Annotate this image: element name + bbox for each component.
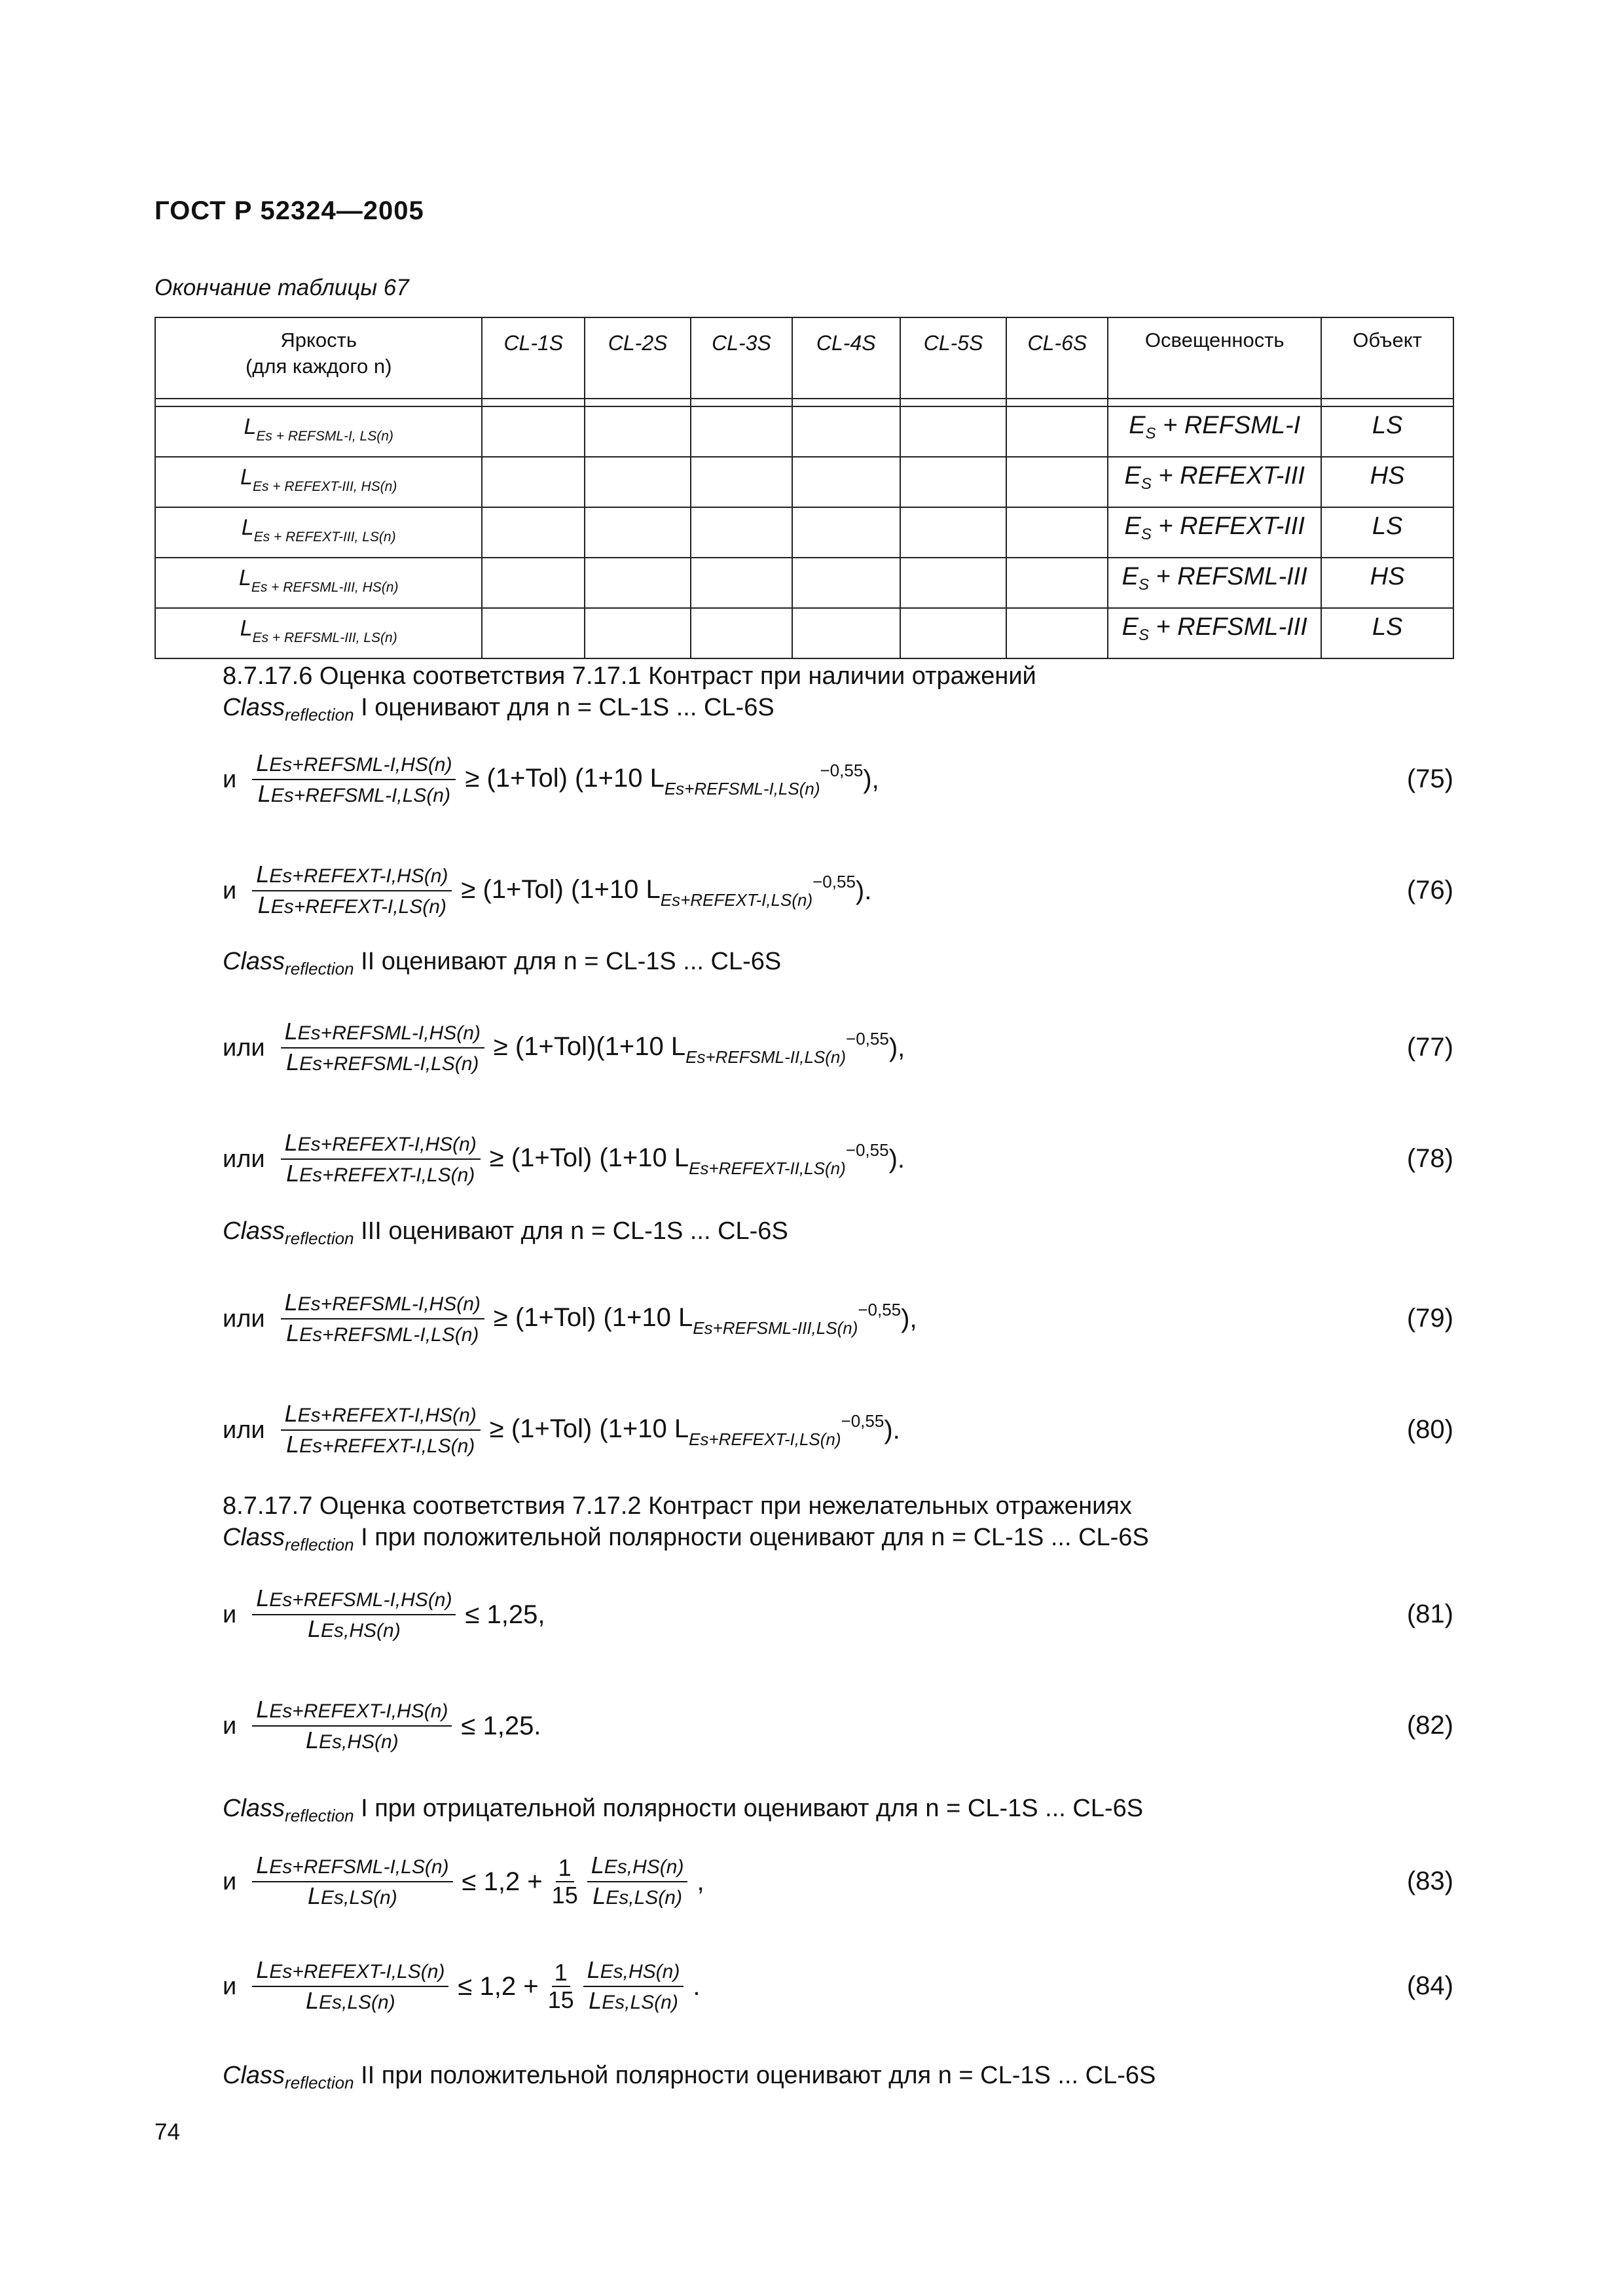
equation-number: (83) [1406, 1867, 1453, 1895]
equation-fraction: $\frac{\text{LEs+REFSML-I,HS(n)}}{\text{LEs+REFSML-I,LS(n)}}$ [281, 1290, 484, 1348]
equation [223, 1012, 1453, 1084]
luminance-table [155, 317, 1454, 659]
equation-prefix: или [223, 1033, 265, 1062]
equation-rhs: ≥ (1+Tol) (1+10 $L_{Es+REFEXT-II,LS(n)}^{-0,55}$ [489, 1139, 889, 1178]
luminance-cell: $L_{Es + REFEXT-III, LS(n)}$ [155, 507, 482, 558]
equation [223, 1846, 1453, 1918]
equation-fraction: $\frac{\text{LEs+REFEXT-I,HS(n)}}{\text{LEs+REFEXT-I,LS(n)}}$ [281, 1401, 481, 1459]
section-heading-8-7-17-7: 8.7.17.7 Оценка соответствия 7.17.2 Контраст при нежелательных отражениях [223, 1492, 1132, 1520]
coefficient-fraction: $\frac{1}{15}$ [547, 1959, 574, 2013]
equation [223, 1394, 1453, 1466]
illuminance-cell: $E_S$ + REFSML-III [1108, 558, 1321, 608]
col-header-cl4s: CL-4S [792, 317, 900, 399]
col-header-object: Объект [1321, 317, 1453, 399]
value-cell [900, 457, 1007, 507]
section-heading-8-7-17-6: 8.7.17.6 Оценка соответствия 7.17.1 Контраст при наличии отражений [223, 662, 1036, 690]
illuminance-cell: $E_S$ + REFEXT-III [1108, 457, 1321, 507]
value-cell [482, 406, 585, 457]
equation-rhs: ≥ (1+Tol)(1+10 $L_{Es+REFSML-II,LS(n)}^{-0,55}$ [493, 1028, 889, 1067]
equation-fraction: $\frac{\text{LEs,HS(n)}}{\text{LEs,LS(n)}}$ [587, 1853, 688, 1910]
col-header-cl5s: CL-5S [900, 317, 1007, 399]
object-cell: LS [1321, 507, 1453, 558]
equation-fraction: $\frac{\text{LEs+REFEXT-I,LS(n)}}{\text{LEs,LS(n)}}$ [252, 1958, 448, 2015]
equation [223, 744, 1453, 816]
equation-fraction: $\frac{\text{LEs+REFSML-I,HS(n)}}{\text{LEs+REFSML-I,LS(n)}}$ [252, 751, 456, 808]
equation-number: (81) [1406, 1600, 1453, 1628]
page-number: 74 [155, 2119, 180, 2145]
equation-prefix: или [223, 1145, 265, 1173]
equation-end: ). [855, 876, 872, 905]
table-header-separator [155, 399, 1453, 406]
equation-prefix: и [223, 1867, 237, 1895]
value-cell [691, 507, 792, 558]
equation-end: ). [888, 1144, 905, 1174]
table-row [155, 507, 1453, 558]
equation-fraction: $\frac{\text{LEs,HS(n)}}{\text{LEs,LS(n)}}$ [583, 1958, 684, 2015]
equation-rhs: ≤ 1,25. [461, 1711, 541, 1740]
table-row [155, 457, 1453, 507]
value-cell [585, 608, 691, 658]
illuminance-cell: $E_S$ + REFSML-III [1108, 608, 1321, 658]
equation-rhs: ≥ (1+Tol) (1+10 $L_{Es+REFEXT-I,LS(n)}^{-0,55}$ [489, 1410, 884, 1449]
value-cell [792, 457, 900, 507]
value-cell [585, 558, 691, 608]
equation-end: ). [884, 1415, 900, 1444]
equation-rhs: ≤ 1,25, [465, 1600, 545, 1629]
col-header-cl3s: CL-3S [691, 317, 792, 399]
equation [223, 855, 1453, 927]
equation-rhs: ≤ 1,2 + [458, 1971, 539, 2001]
equation-number: (77) [1406, 1033, 1453, 1062]
equation-fraction: $\frac{\text{LEs+REFSML-I,HS(n)}}{\text{LEs+REFSML-I,LS(n)}}$ [281, 1019, 484, 1077]
luminance-cell: $L_{Es + REFSML-III, LS(n)}$ [155, 608, 482, 658]
equation-rhs: ≥ (1+Tol) (1+10 $L_{Es+REFSML-III,LS(n)}^{-0,55}$ [493, 1299, 902, 1338]
class-line: Class$_{reflection}$ I при положительной полярности оценивают для n = CL-1S ... CL-6S [223, 1524, 1149, 1554]
value-cell [482, 457, 585, 507]
value-cell [1006, 406, 1108, 457]
table-caption: Окончание таблицы 67 [155, 275, 409, 300]
equation [223, 1690, 1453, 1762]
col-header-illuminance: Освещенность [1108, 317, 1321, 399]
equation [223, 1579, 1453, 1651]
value-cell [482, 608, 585, 658]
value-cell [1006, 457, 1108, 507]
table-row [155, 406, 1453, 457]
class-line: Class$_{reflection}$ II оценивают для n = CL-1S ... CL-6S [223, 948, 782, 978]
col-header-cl1s: CL-1S [482, 317, 585, 399]
equation-fraction: $\frac{\text{LEs+REFEXT-I,HS(n)}}{\text{LEs+REFEXT-I,LS(n)}}$ [252, 862, 452, 920]
equation-number: (79) [1406, 1304, 1453, 1333]
equation-number: (84) [1406, 1971, 1453, 2000]
luminance-cell: $L_{Es + REFEXT-III, HS(n)}$ [155, 457, 482, 507]
value-cell [792, 507, 900, 558]
equation-rhs: ≥ (1+Tol) (1+10 $L_{Es+REFEXT-I,LS(n)}^{-0,55}$ [461, 871, 856, 910]
equation-end: , [697, 1867, 704, 1896]
equation-number: (78) [1406, 1144, 1453, 1173]
value-cell [1006, 507, 1108, 558]
value-cell [482, 507, 585, 558]
equation-prefix: и [223, 1600, 237, 1628]
equation-fraction: $\frac{\text{LEs+REFSML-I,HS(n)}}{\text{LEs,HS(n)}}$ [252, 1586, 456, 1643]
equation-prefix: или [223, 1304, 265, 1333]
equation-prefix: или [223, 1416, 265, 1444]
value-cell [482, 558, 585, 608]
table-header-row [155, 317, 1453, 399]
equation [223, 1283, 1453, 1355]
equation-number: (80) [1406, 1415, 1453, 1444]
value-cell [1006, 558, 1108, 608]
equation-prefix: и [223, 1972, 237, 2000]
object-cell: LS [1321, 608, 1453, 658]
equation-prefix: и [223, 765, 237, 793]
equation-rhs: ≥ (1+Tol) (1+10 $L_{Es+REFSML-I,LS(n)}^{-0,55}$ [465, 760, 864, 798]
luminance-cell: $L_{Es + REFSML-I, LS(n)}$ [155, 406, 482, 457]
luminance-cell: $L_{Es + REFSML-III, HS(n)}$ [155, 558, 482, 608]
equation [223, 1123, 1453, 1195]
value-cell [792, 406, 900, 457]
equation [223, 1950, 1453, 2022]
equation-end: ), [888, 1033, 905, 1062]
value-cell [792, 558, 900, 608]
equation-prefix: и [223, 1712, 237, 1740]
col-header-luminance: Яркость (для каждого n) [155, 317, 482, 399]
equation-number: (75) [1406, 764, 1453, 793]
value-cell [1006, 608, 1108, 658]
value-cell [691, 406, 792, 457]
value-cell [585, 457, 691, 507]
col-header-cl6s: CL-6S [1006, 317, 1108, 399]
equation-number: (82) [1406, 1711, 1453, 1740]
value-cell [792, 608, 900, 658]
object-cell: HS [1321, 457, 1453, 507]
coefficient-fraction: $\frac{1}{15}$ [551, 1854, 578, 1909]
equation-fraction: $\frac{\text{LEs+REFSML-I,LS(n)}}{\text{LEs,LS(n)}}$ [252, 1853, 452, 1910]
class-line: Class$_{reflection}$ I оценивают для n = CL-1S ... CL-6S [223, 694, 775, 725]
equation-end: ), [863, 764, 879, 794]
object-cell: LS [1321, 406, 1453, 457]
equation-prefix: и [223, 876, 237, 905]
class-line: Class$_{reflection}$ I при отрицательной полярности оценивают для n = CL-1S ... CL-6S [223, 1795, 1144, 1825]
object-cell: HS [1321, 558, 1453, 608]
value-cell [585, 406, 691, 457]
table-row [155, 608, 1453, 658]
illuminance-cell: $E_S$ + REFSML-I [1108, 406, 1321, 457]
class-line: Class$_{reflection}$ III оценивают для n = CL-1S ... CL-6S [223, 1217, 788, 1248]
value-cell [900, 406, 1007, 457]
value-cell [900, 608, 1007, 658]
equation-rhs: ≤ 1,2 + [462, 1867, 543, 1896]
equation-number: (76) [1406, 876, 1453, 905]
value-cell [585, 507, 691, 558]
value-cell [900, 507, 1007, 558]
document-header: ГОСТ Р 52324—2005 [155, 196, 424, 225]
equation-fraction: $\frac{\text{LEs+REFEXT-I,HS(n)}}{\text{LEs+REFEXT-I,LS(n)}}$ [281, 1130, 481, 1188]
col-header-cl2s: CL-2S [585, 317, 691, 399]
class-line: Class$_{reflection}$ II при положительной полярности оценивают для n = CL-1S ... CL-6S [223, 2062, 1156, 2092]
value-cell [900, 558, 1007, 608]
value-cell [691, 558, 792, 608]
equation-end: . [693, 1971, 701, 2001]
equation-fraction: $\frac{\text{LEs+REFEXT-I,HS(n)}}{\text{LEs,HS(n)}}$ [252, 1697, 452, 1755]
table-row [155, 558, 1453, 608]
value-cell [691, 608, 792, 658]
illuminance-cell: $E_S$ + REFEXT-III [1108, 507, 1321, 558]
equation-end: ), [901, 1304, 917, 1333]
value-cell [691, 457, 792, 507]
